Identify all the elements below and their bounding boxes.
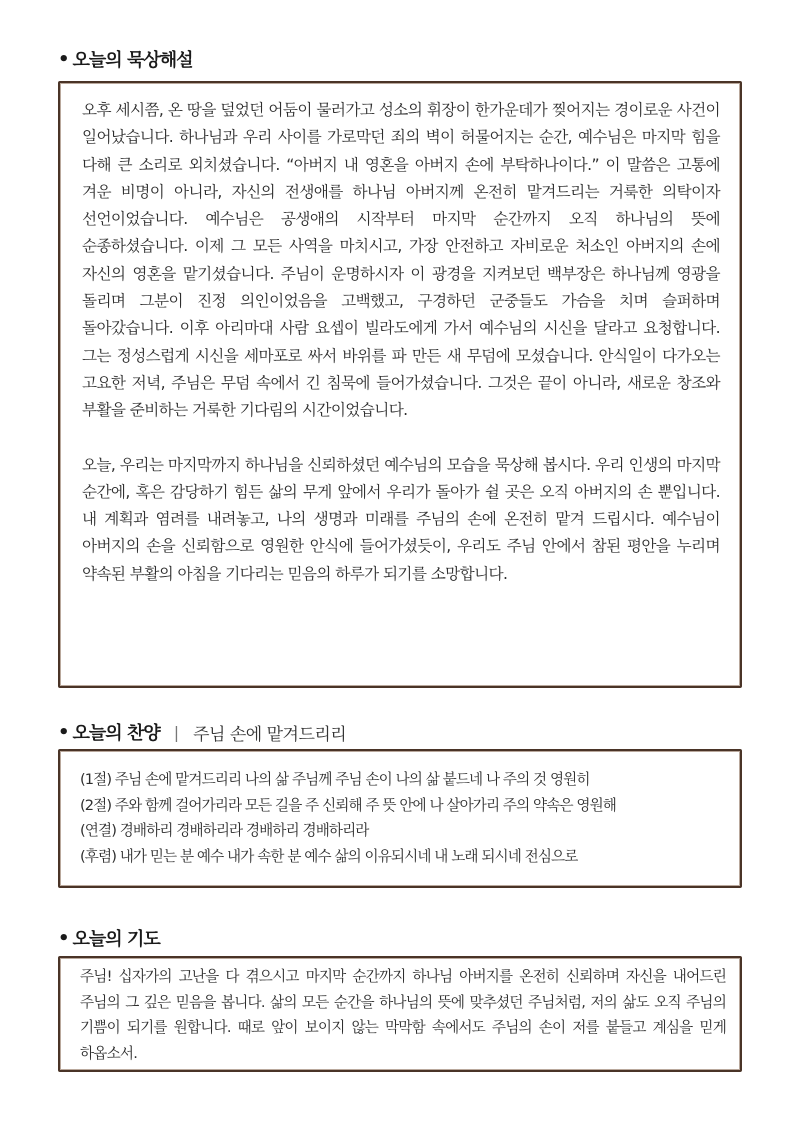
hymn-song-title: 주님 손에 맡겨드리리 — [193, 724, 347, 745]
prayer-title: 오늘의 기도 — [72, 929, 160, 950]
bullet-icon: • — [58, 48, 70, 70]
meditation-box — [58, 81, 742, 688]
hymn-bridge: (연결) 경배하리 경배하리라 경배하리 경배하리라 — [80, 822, 369, 840]
meditation-title: 오늘의 묵상해설 — [72, 50, 193, 71]
hymn-heading — [58, 719, 346, 745]
prayer-heading — [58, 925, 160, 951]
prayer-box — [58, 956, 742, 1072]
meditation-heading — [58, 46, 193, 72]
hymn-verse-2: (2절) 주와 함께 걸어가리라 모든 길을 주 신뢰해 주 뜻 안에 나 살아가리 주의 약속은 영원해 — [80, 796, 616, 814]
hymn-verse-1: (1절) 주님 손에 맡겨드리리 나의 삶 주님께 주님 손이 나의 삶 붙드네 나 주의 것 영원히 — [80, 771, 590, 788]
meditation-paragraph-2: 오늘, 우리는 마지막까지 하나님을 신뢰하셨던 예수님의 모습을 묵상해 봅시다. 우리 인생의 마지막 순간에, 혹은 감당하기 힘든 삶의 무게 앞에서 우리가 돌아가 쉴 곳은 오직 아버지의 손 뿐입니다. 내 계획과 염려를 내려놓고, 나의 생명과 미래를 주님의 손에 온전히 맡겨 드립시다. 예수님이 아버지의 손을 신뢰함으로 영원한 안식에 들어가셨듯이, 우리도 주님 안에서 참된 평안을 누리며 약속된 부활의 아침을 기다리는 믿음의 하루가 되기를 소망합니다. — [82, 455, 720, 583]
prayer-text: 주님! 십자가의 고난을 다 겪으시고 마지막 순간까지 하나님 아버지를 온전히 신뢰하며 자신을 내어드린 주님의 그 깊은 믿음을 봅니다. 삶의 모든 순간을 하나님의 뜻에 맞추셨던 주님처럼, 저의 삶도 오직 주님의 기쁨이 되기를 원합니다. 때로 앞이 보이지 않는 막막함 속에서도 주님의 손이 저를 붙들고 계심을 믿게 하옵소서. — [80, 968, 726, 1062]
hymn-box — [58, 749, 742, 888]
bullet-icon: • — [58, 927, 70, 949]
hymn-title: 오늘의 찬양 — [72, 723, 160, 744]
meditation-paragraph-1: 오후 세시쯤, 온 땅을 덮었던 어둠이 물러가고 성소의 휘장이 한가운데가 찢어지는 경이로운 사건이 일어났습니다. 하나님과 우리 사이를 가로막던 죄의 벽이 허물어지는 순간, 예수님은 마지막 힘을 다해 큰 소리로 외치셨습니다. “아버지 내 영혼을 아버지 손에 부탁하나이다.” 이 말씀은 고통에 겨운 비명이 아니라, 자신의 전생애를 하나님 아버지께 온전히 맡겨드리는 거룩한 의탁이자 선언이었습니다. 예수님은 공생애의 시작부터 마지막 순간까지 오직 하나님의 뜻에 순종하셨습니다. 이제 그 모든 사역을 마치시고, 가장 안전하고 자비로운 처소인 아버지의 손에 자신의 영혼을 맡기셨습니다. 주님이 운명하시자 이 광경을 지켜보던 백부장은 하나님께 영광을 돌리며 그분이 진정 의인이었음을 고백했고, 구경하던 군중들도 가슴을 치며 슬퍼하며 돌아갔습니다. 이후 아리마대 사람 요셉이 빌라도에게 가서 예수님의 시신을 달라고 요청합니다. 그는 정성스럽게 시신을 세마포로 싸서 바위를 파 만든 새 무덤에 모셨습니다. 안식일이 다가오는 고요한 저녁, 주님은 무덤 속에서 긴 침묵에 들어가셨습니다. 그것은 끝이 아니라, 새로운 창조와 부활을 준비하는 거룩한 기다림의 시간이었습니다. — [82, 101, 720, 420]
hymn-separator: | — [173, 722, 180, 742]
bullet-icon: • — [58, 721, 70, 743]
hymn-chorus: (후렴) 내가 믿는 분 예수 내가 속한 분 예수 삶의 이유되시네 내 노래 되시네 전심으로 — [80, 847, 578, 865]
